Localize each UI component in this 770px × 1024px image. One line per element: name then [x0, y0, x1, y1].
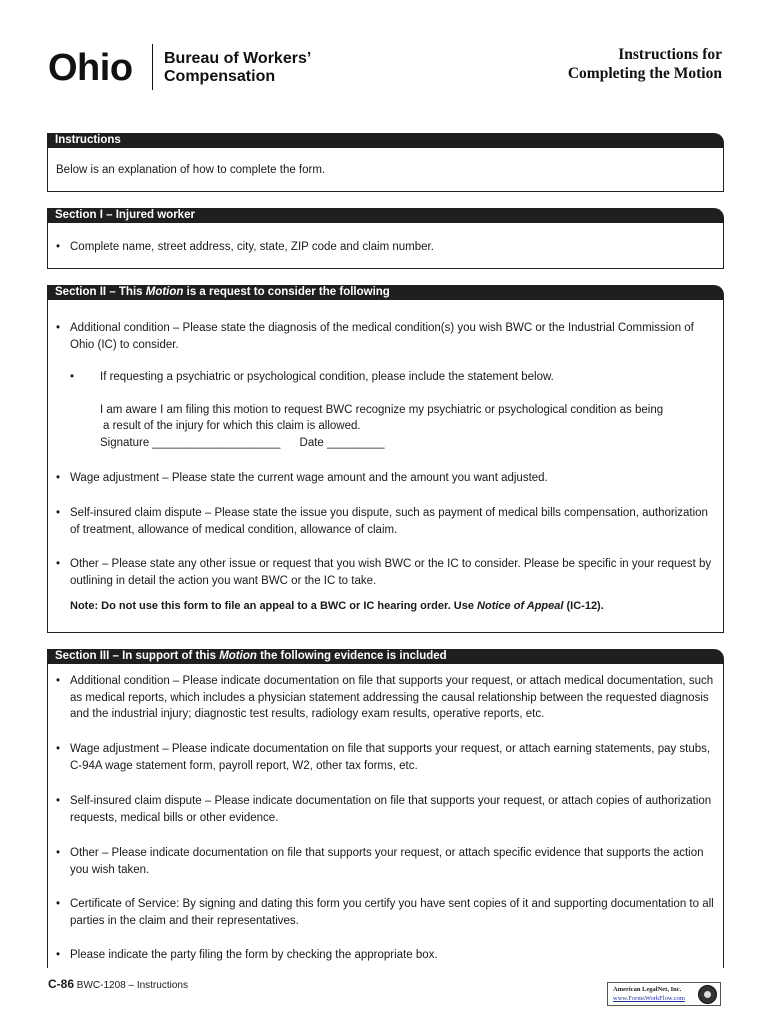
section-2-heading: Section II – This Motion is a request to consider the following	[47, 285, 724, 300]
section-3-bullet-party	[56, 947, 715, 964]
signature-date-line: Signature ____________________ Date _________	[100, 437, 385, 449]
bullet-icon: •	[56, 949, 61, 961]
bullet-icon: •	[56, 675, 61, 687]
section-2-bullet-self-insured	[56, 505, 715, 538]
section-1-heading: Section I – Injured worker	[47, 208, 724, 223]
page-header	[0, 0, 770, 120]
section-3-bullet-other	[56, 845, 715, 878]
bullet-text: If requesting a psychiatric or psychological condition, please include the statement below.	[100, 371, 554, 383]
bullet-icon: •	[56, 743, 61, 755]
bullet-icon: •	[56, 241, 61, 253]
section-2-bullet-other	[56, 556, 715, 589]
instructions-heading: Instructions	[47, 133, 724, 148]
bullet-icon: •	[56, 322, 61, 334]
section-2-bullet-wage	[56, 470, 715, 487]
instructions-section	[47, 134, 724, 192]
bullet-icon: •	[56, 795, 61, 807]
bullet-text: Self-insured claim dispute – Please state the issue you dispute, such as payment of medical bills compensation, authorization of treatment, allowance of medical condition, allowance of claim.	[70, 507, 708, 536]
section-1-bullet	[56, 239, 715, 256]
ohio-logo: Ohio	[48, 47, 133, 89]
bullet-text: Complete name, street address, city, state, ZIP code and claim number.	[70, 241, 434, 253]
bullet-text: Other – Please state any other issue or request that you wish BWC or the IC to consider. Please be specific in your request by outlining in detail the action you want BWC or the IC to take.	[70, 558, 712, 587]
bullet-text: Additional condition – Please indicate documentation on file that supports your request, or attach medical documentation, such as medical reports, which includes a physician statement addressing the causal relationship between the requested diagnosis and the industrial injury; diagnostic test results, radiology exam results, operative reports, etc.	[70, 675, 714, 720]
section-3-heading: Section III – In support of this Motion the following evidence is included	[47, 649, 724, 664]
section-3-bullet-wage	[56, 741, 715, 774]
document-title: Instructions for Completing the Motion	[567, 46, 722, 82]
instructions-text: Below is an explanation of how to complete the form.	[56, 164, 326, 176]
section-1	[47, 209, 724, 269]
bullet-text: Wage adjustment – Please indicate documentation on file that supports your request, or attach earning statements, pay stubs, C-94A wage statement form, payroll report, W2, other tax forms, etc.	[70, 743, 711, 772]
form-code: C-86 BWC-1208 – Instructions	[48, 977, 188, 991]
aln-seal-icon	[698, 985, 717, 1004]
bullet-icon: •	[56, 472, 61, 484]
bullet-icon: •	[56, 507, 61, 519]
logo-divider	[152, 44, 153, 90]
psych-statement-line-2: a result of the injury for which this claim is allowed.	[103, 420, 361, 432]
bullet-text: Certificate of Service: By signing and dating this form you certify you have sent copies of it and supporting documentation to all parties in the claim and their representatives.	[70, 898, 714, 927]
bureau-name: Bureau of Workers’ Compensation	[164, 50, 312, 85]
bullet-icon: •	[56, 558, 61, 570]
section-2-bullet-additional	[56, 320, 715, 353]
bullet-text: Self-insured claim dispute – Please indicate documentation on file that supports your request, or attach copies of authorization requests, medical bills or other evidence.	[70, 795, 712, 824]
bullet-icon: •	[56, 847, 61, 859]
bullet-text: Wage adjustment – Please state the current wage amount and the amount you want adjusted.	[70, 472, 548, 484]
psych-sub-bullet	[70, 369, 715, 386]
aln-company-name: American LegalNet, Inc.	[613, 986, 682, 993]
american-legalnet-badge[interactable]	[607, 982, 721, 1006]
aln-url-link[interactable]: www.FormsWorkFlow.com	[613, 995, 685, 1002]
section-3-bullet-self-insured	[56, 793, 715, 826]
bullet-text: Additional condition – Please state the diagnosis of the medical condition(s) you wish BWC or the Industrial Commission of Ohio (IC) to consider.	[70, 322, 694, 351]
section-3	[47, 650, 724, 968]
section-3-bullet-certificate	[56, 896, 715, 929]
appeal-note: Note: Do not use this form to file an appeal to a BWC or IC hearing order. Use Notice of Appeal (IC-12).	[70, 600, 604, 612]
psych-statement-line-1: I am aware I am filing this motion to request BWC recognize my psychiatric or psychological condition as being	[100, 404, 664, 416]
section-2	[47, 286, 724, 633]
bullet-icon: •	[70, 371, 75, 383]
bullet-icon: •	[56, 898, 61, 910]
bullet-text: Please indicate the party filing the form by checking the appropriate box.	[70, 949, 438, 961]
bullet-text: Other – Please indicate documentation on file that supports your request, or attach specific evidence that supports the action you wish taken.	[70, 847, 704, 876]
section-3-bullet-additional	[56, 673, 715, 723]
